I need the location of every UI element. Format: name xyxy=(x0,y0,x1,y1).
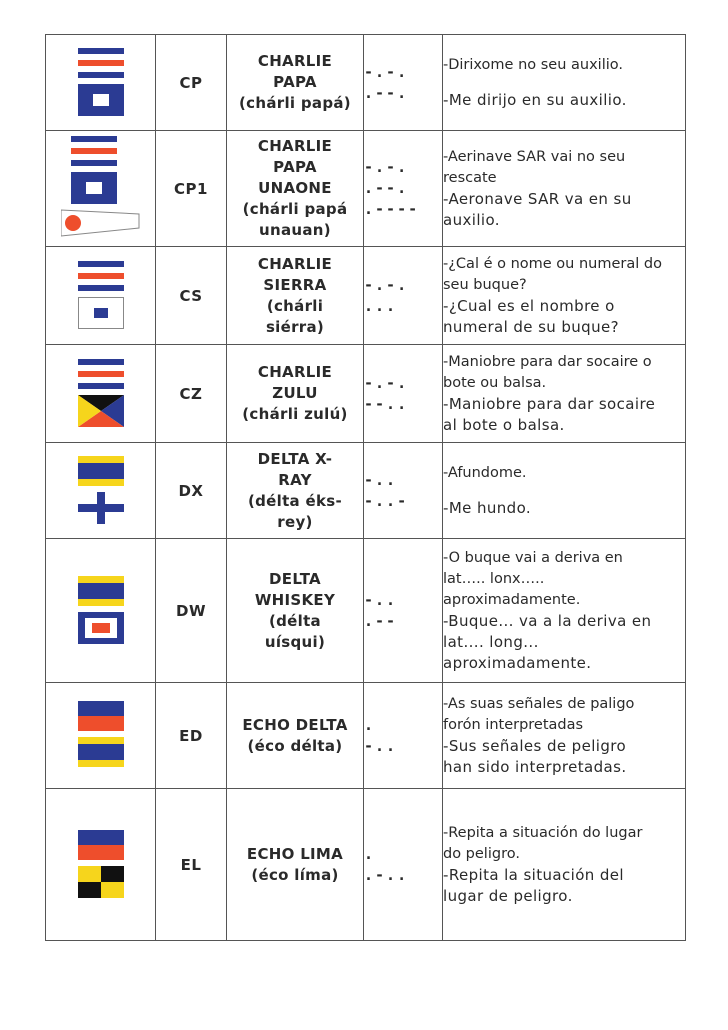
signal-flags-icon xyxy=(78,456,124,526)
charlie-stripe xyxy=(78,48,124,54)
meaning-spanish: -Repita la situación del xyxy=(443,865,624,884)
morse-code: .--. xyxy=(364,83,409,102)
phonetic-name: DELTA WHISKEY (délta uísqui) xyxy=(254,569,336,651)
name-cell xyxy=(227,247,364,345)
morse-code: -..- xyxy=(364,491,409,510)
pennant-ball xyxy=(65,215,81,231)
code-cell xyxy=(156,35,227,131)
morse-code: -.-. xyxy=(364,62,409,81)
signal-flags-icon xyxy=(78,359,124,429)
charlie-stripe xyxy=(78,273,124,279)
meaning-spanish: -Aeronave SAR va en su xyxy=(443,189,632,208)
delta-band xyxy=(78,463,124,479)
meaning-spanish: -¿Cual es el nombre o xyxy=(443,296,615,315)
meaning-spanish: aproximadamente. xyxy=(443,653,592,672)
delta-band xyxy=(78,744,124,760)
code-cell xyxy=(156,131,227,247)
meaning-galician: -¿Cal é o nome ou numeral do xyxy=(443,255,662,272)
morse-cell xyxy=(364,131,443,247)
signal-flags-icon xyxy=(61,136,141,242)
meaning-spanish: -Me dirijo en su auxilio. xyxy=(443,90,627,109)
signal-flags-icon xyxy=(78,48,124,118)
phonetic-name: DELTA X- RAY (délta éks- rey) xyxy=(247,449,343,531)
echo-red xyxy=(78,845,124,860)
signal-row xyxy=(46,247,686,345)
signal-row xyxy=(46,789,686,941)
signal-flags-icon xyxy=(78,576,124,646)
meaning-galician: bote ou balsa. xyxy=(443,374,547,391)
meaning-spanish: lugar de peligro. xyxy=(443,886,573,905)
morse-code: . xyxy=(364,715,376,734)
lima-square xyxy=(78,882,101,898)
signal-row xyxy=(46,443,686,539)
morse-code: -.. xyxy=(364,590,398,609)
phonetic-name: ECHO DELTA (éco délta) xyxy=(242,715,348,755)
meaning-galician: seu buque? xyxy=(443,276,527,293)
morse-code: .-.. xyxy=(364,865,409,884)
signal-code: DW xyxy=(176,601,206,620)
morse-code: ... xyxy=(364,296,398,315)
papa-center xyxy=(93,94,109,106)
meaning-galician: -Repita a situación do lugar xyxy=(443,824,643,841)
flag-cell xyxy=(46,539,156,683)
lima-square xyxy=(101,866,124,882)
flag-cell xyxy=(46,247,156,345)
meaning-galician: lat….. lonx….. xyxy=(443,570,545,587)
xray-cross xyxy=(78,504,124,512)
morse-code: -.. xyxy=(364,736,398,755)
charlie-stripe xyxy=(78,285,124,291)
meaning-cell xyxy=(443,443,686,539)
morse-code: -.-. xyxy=(364,373,409,392)
morse-code: .-- xyxy=(364,611,398,630)
charlie-stripe xyxy=(78,261,124,267)
phonetic-name: CHARLIE ZULU (chárli zulú) xyxy=(242,363,348,423)
meaning-spanish: han sido interpretadas. xyxy=(443,757,627,776)
morse-cell xyxy=(364,35,443,131)
meaning-galician: do peligro. xyxy=(443,845,520,862)
whiskey-red xyxy=(92,623,110,633)
phonetic-name: CHARLIE PAPA (chárli papá) xyxy=(239,52,351,112)
morse-cell xyxy=(364,247,443,345)
sierra-center xyxy=(94,308,108,318)
morse-code: .--. xyxy=(364,179,409,197)
meaning-galician: -O buque vai a deriva en xyxy=(443,549,623,566)
meaning-cell xyxy=(443,789,686,941)
meaning-galician: forón interpretadas xyxy=(443,716,584,733)
signal-code: CP1 xyxy=(174,179,208,198)
echo-blue xyxy=(78,830,124,845)
name-cell xyxy=(227,539,364,683)
signal-flags-icon xyxy=(78,701,124,771)
morse-code: .---- xyxy=(364,200,420,218)
signal-flags-icon xyxy=(78,261,124,331)
flag-cell xyxy=(46,789,156,941)
morse-code: --.. xyxy=(364,394,409,413)
charlie-stripe xyxy=(78,371,124,377)
meaning-spanish: lat.... long... xyxy=(443,632,539,651)
signal-code: DX xyxy=(178,481,204,500)
charlie-stripe xyxy=(71,136,117,142)
signal-row xyxy=(46,683,686,789)
phonetic-name: CHARLIE SIERRA (chárli siérra) xyxy=(257,254,333,336)
meaning-galician: -As suas señales de paligo xyxy=(443,695,635,712)
meaning-spanish: al bote o balsa. xyxy=(443,415,565,434)
code-cell xyxy=(156,345,227,443)
flag-cell xyxy=(46,345,156,443)
meaning-spanish: -Sus señales de peligro xyxy=(443,736,627,755)
meaning-spanish: -Me hundo. xyxy=(443,498,532,517)
flag-cell xyxy=(46,683,156,789)
morse-code: -.-. xyxy=(364,158,409,176)
meaning-galician: rescate xyxy=(443,169,497,186)
name-cell xyxy=(227,35,364,131)
morse-code: -.-. xyxy=(364,275,409,294)
morse-code: -.. xyxy=(364,470,398,489)
morse-cell xyxy=(364,345,443,443)
meaning-spanish: numeral de su buque? xyxy=(443,317,620,336)
charlie-stripe xyxy=(71,148,117,154)
lima-square xyxy=(101,882,124,898)
meaning-galician: -Dirixome no seu auxilio. xyxy=(443,56,623,73)
meaning-cell xyxy=(443,683,686,789)
charlie-stripe xyxy=(71,160,117,166)
charlie-stripe xyxy=(78,72,124,78)
meaning-spanish: auxilio. xyxy=(443,210,500,229)
morse-cell xyxy=(364,443,443,539)
morse-cell xyxy=(364,789,443,941)
code-cell xyxy=(156,789,227,941)
signal-code: ED xyxy=(179,726,203,745)
signal-code: CP xyxy=(179,73,203,92)
phonetic-name: ECHO LIMA (éco líma) xyxy=(246,844,344,884)
signal-flags-icon xyxy=(78,830,124,900)
signal-code: CS xyxy=(179,286,203,305)
signal-row xyxy=(46,35,686,131)
morse-code: . xyxy=(364,844,376,863)
lima-square xyxy=(78,866,101,882)
meaning-spanish: -Buque... va a la deriva en xyxy=(443,611,652,630)
flag-cell xyxy=(46,35,156,131)
charlie-stripe xyxy=(78,359,124,365)
charlie-stripe xyxy=(78,60,124,66)
meaning-galician: -Afundome. xyxy=(443,464,527,481)
code-cell xyxy=(156,539,227,683)
name-cell xyxy=(227,683,364,789)
flag-cell xyxy=(46,131,156,247)
morse-cell xyxy=(364,683,443,789)
name-cell xyxy=(227,443,364,539)
echo-red xyxy=(78,716,124,731)
morse-cell xyxy=(364,539,443,683)
code-cell xyxy=(156,247,227,345)
name-cell xyxy=(227,131,364,247)
echo-blue xyxy=(78,701,124,716)
delta-band xyxy=(78,583,124,599)
meaning-galician: -Aerinave SAR vai no seu xyxy=(443,148,626,165)
meaning-cell xyxy=(443,345,686,443)
name-cell xyxy=(227,789,364,941)
charlie-stripe xyxy=(78,383,124,389)
signal-table xyxy=(45,34,686,941)
signal-row xyxy=(46,131,686,247)
signal-code: EL xyxy=(180,855,202,874)
signal-code: CZ xyxy=(179,384,203,403)
meaning-galician: -Maniobre para dar socaire o xyxy=(443,353,652,370)
signal-row xyxy=(46,539,686,683)
name-cell xyxy=(227,345,364,443)
signal-row xyxy=(46,345,686,443)
flag-cell xyxy=(46,443,156,539)
meaning-cell xyxy=(443,247,686,345)
code-cell xyxy=(156,683,227,789)
papa-center xyxy=(86,182,102,194)
meaning-spanish: -Maniobre para dar socaire xyxy=(443,394,656,413)
meaning-cell xyxy=(443,35,686,131)
meaning-cell xyxy=(443,539,686,683)
code-cell xyxy=(156,443,227,539)
meaning-cell xyxy=(443,131,686,247)
phonetic-name: CHARLIE PAPA UNAONE (chárli papá unauan) xyxy=(242,137,348,239)
meaning-galician: aproximadamente. xyxy=(443,591,581,608)
